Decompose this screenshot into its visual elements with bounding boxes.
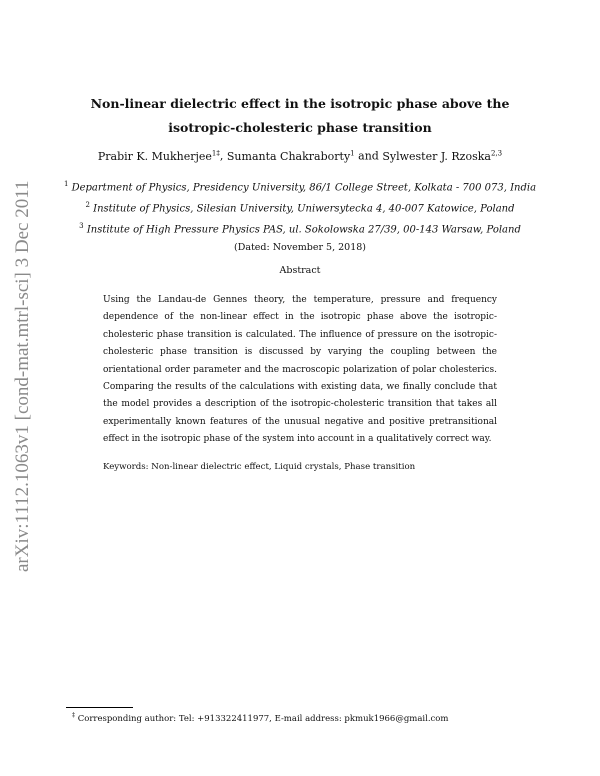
author-list: Prabir K. Mukherjee$^{1\ddagger}$, Sumanta Chakraborty$^1$ and Sylwester J. Rzoska$^{2,3}$ [97, 149, 503, 163]
affiliation-1: $^1$ Department of Physics, Presidency University, 86/1 College Street, Kolkata - 700 073, India [63, 180, 537, 194]
affiliation-2: $^2$ Institute of Physics, Silesian University, Uniwersytecka 4, 40-007 Katowice, Poland [85, 201, 515, 215]
paper-title [0, 92, 600, 140]
affiliation-3: $^3$ Institute of High Pressure Physics PAS, ul. Sokolowska 27/39, 00-143 Warsaw, Poland [79, 222, 521, 236]
author-2: Sumanta Chakraborty$^1$ [226, 149, 355, 163]
author-3: Sylwester J. Rzoska$^{2,3}$ [382, 149, 503, 163]
arxiv-identifier: arXiv:1112.1063v1 [cond-mat.mtrl-sci] 3 Dec 2011 [12, 180, 33, 572]
author-1: Prabir K. Mukherjee$^{1\ddagger}$ [97, 149, 220, 163]
abstract-heading: Abstract [279, 265, 321, 276]
footnote-rule [66, 707, 133, 708]
keywords: Keywords: Non-linear dielectric effect, Liquid crystals, Phase transition [103, 462, 416, 472]
abstract-body: Using the Landau-de Gennes theory, the temperature, pressure and frequency dependence of the non-linear effect in the isotropic phase above the isotropic-cholesteric phase transition is calculated. The influence of pressure on the isotropic-cholesteric phase transition is discussed by varying the coupling between the orientational order parameter and the macroscopic polarization of polar cholesterics. Comparing the results of the calculations with existing data, we finally conclude that the model provides a description of the isotropic-cholesteric transition that takes all experimentally known features of the unusual negative and positive pretransitional effect in the isotropic phase of the system into account in a qualitatively correct way. [103, 295, 497, 445]
dated-line: (Dated: November 5, 2018) [234, 242, 366, 253]
footnote: ‡ Corresponding author: Tel: +913322411977, E-mail address: pkmuk1966@gmail.com [72, 712, 449, 724]
title-line-2: isotropic-cholesteric phase transition [168, 120, 432, 135]
title-line-1: Non-linear dielectric effect in the isotropic phase above the [90, 96, 510, 111]
